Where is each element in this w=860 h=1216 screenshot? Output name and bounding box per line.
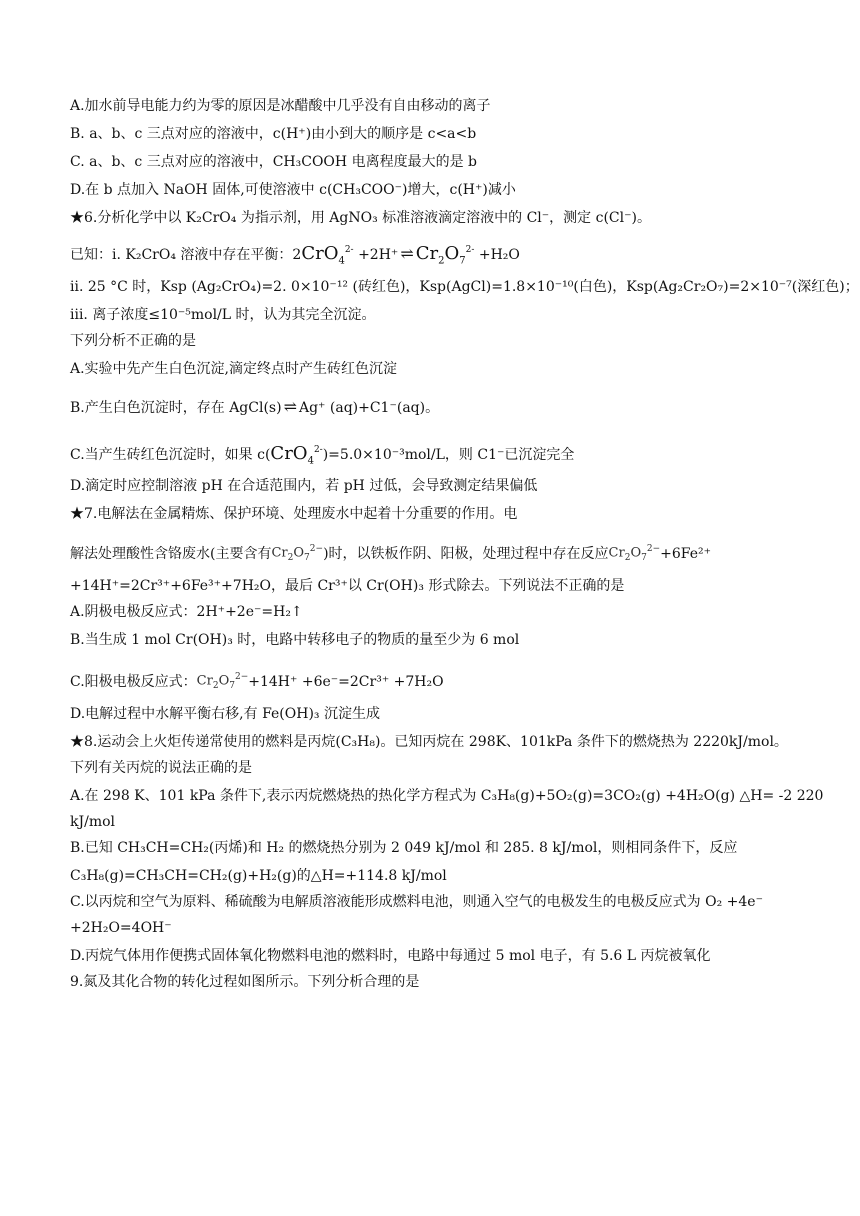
option-b7: B.当生成 1 mol Cr(OH)₃ 时，电路中转移电子的物质的量至少为 6 mol (70, 632, 520, 648)
equilibrium-equation (70, 240, 840, 272)
question-8-title: ★8.运动会上火炬传递常使用的燃料是丙烷(C₃H₈)。已知丙烷在 298K、101kPa 条件下的燃烧热为 2220kJ/mol。 (70, 734, 788, 750)
dichromate-ion: $Cr_2O_7^{2-}$ (415, 243, 475, 267)
text-line: C. a、b、c 三点对应的溶液中，CH₃COOH 电离程度最大的是 b (70, 154, 477, 170)
option-c6: C.当产生砖红色沉淀时，如果 c(CrO$_4^{2-}$)=5.0×10⁻³mol/L，则 C1⁻已沉淀完全 (70, 443, 575, 467)
text-line: kJ/mol (70, 814, 115, 830)
dichromate-ion: $Cr_2O_7^{2-}$ (196, 671, 249, 691)
option-c8: C.以丙烷和空气为原料、稀硫酸为电解质溶液能形成燃料电池，则通入空气的电极发生的电极反应式为 O₂ +4e⁻ (70, 894, 763, 910)
text-line: ⅱ. 25 °C 时，Ksp (Ag₂CrO₄)=2. 0×10⁻¹² (砖红色)，Ksp(AgCl)=1.8×10⁻¹⁰(白色)，Ksp(Ag₂Cr₂O₇)=2×10⁻⁷(深红色)； (70, 279, 859, 295)
question-6-title: ★6.分析化学中以 K₂CrO₄ 为指示剂，用 AgNO₃ 标准溶液滴定溶液中的 Cl⁻，测定 c(Cl⁻)。 (70, 210, 651, 226)
text-line: ⅲ. 离子浓度≤10⁻⁵mol/L 时，认为其完全沉淀。 (70, 307, 376, 323)
equilibrium-arrow: ⇌ (400, 244, 414, 263)
option-d6: D.滴定时应控制溶液 pH 在合适范围内，若 pH 过低，会导致测定结果偏低 (70, 478, 538, 494)
text-line: B. a、b、c 三点对应的溶液中，c(H⁺)由小到大的顺序是 c<a<b (70, 126, 477, 142)
option-a7: A.阴极电极反应式：2H⁺+2e⁻=H₂↑ (70, 604, 303, 620)
option-b6: B.产生白色沉淀时，存在 AgCl(s) ⇌ Ag⁺ (aq)+C1⁻(aq)。 (70, 397, 440, 416)
question-9-title: 9.氮及其化合物的转化过程如图所示。下列分析合理的是 (70, 974, 420, 990)
dichromate-ion: $Cr_2O_7^{2-}$ (271, 543, 324, 563)
text-line: +14H⁺=2Cr³⁺+6Fe³⁺+7H₂O，最后 Cr³⁺以 Cr(OH)₃ 形式除去。下列说法不正确的是 (70, 578, 625, 594)
option-d7: D.电解过程中水解平衡右移,有 Fe(OH)₃ 沉淀生成 (70, 706, 380, 722)
chromate-ion: CrO$_4^{2-}$ (301, 243, 354, 267)
eq-mid: +2H⁺ (358, 247, 399, 263)
option-b8: B.已知 CH₃CH=CH₂(丙烯)和 H₂ 的燃烧热分别为 2 049 kJ/mol 和 285. 8 kJ/mol，则相同条件下，反应 (70, 840, 738, 856)
option-c7: C.阳极电极反应式：$Cr_2O_7^{2-}+14H^+ +6e^-=2Cr^{3+} +7H_2O$ (70, 672, 840, 702)
text-line: 下列有关丙烷的说法正确的是 (70, 760, 252, 776)
option-a8: A.在 298 K、101 kPa 条件下,表示丙烷燃烧热的热化学方程式为 C₃H₈(g)+5O₂(g)=3CO₂(g) +4H₂O(g) △H= -2 220 (70, 788, 824, 804)
text-line: D.在 b 点加入 NaOH 固体,可使溶液中 c(CH₃COO⁻)增大，c(H⁺)减小 (70, 182, 516, 198)
dichromate-ion: $Cr_2O_7^{2-}$ (608, 543, 661, 563)
text-line: +2H₂O=4OH⁻ (70, 920, 172, 936)
question-7-title: ★7.电解法在金属精炼、保护环境、处理废水中起着十分重要的作用。电 (70, 506, 518, 522)
equilibrium-arrow: ⇌ (283, 397, 297, 416)
eq-suffix: +H₂O (478, 247, 520, 263)
eq-prefix: 已知：ⅰ. K₂CrO₄ 溶液中存在平衡：2 (70, 247, 302, 263)
text-line: A.加水前导电能力约为零的原因是冰醋酸中几乎没有自由移动的离子 (70, 98, 491, 114)
chromate-ion: CrO$_4^{2-}$ (270, 443, 323, 467)
text-line: C₃H₈(g)=CH₃CH=CH₂(g)+H₂(g)的△H=+114.8 kJ/mol (70, 868, 447, 884)
option-a6: A.实验中先产生白色沉淀,滴定终点时产生砖红色沉淀 (70, 361, 398, 377)
question-7-line2: 解法处理酸性含铬废水(主要含有$Cr_2O_7^{2-}$)时，以铁板作阴、阳极，处理过程中存在反应$Cr_2O_7^{2-}+6Fe^{2+}$ (70, 544, 840, 574)
option-d8: D.丙烷气体用作便携式固体氧化物燃料电池的燃料时，电路中每通过 5 mol 电子，有 5.6 L 丙烷被氧化 (70, 948, 711, 964)
text-line: 下列分析不正确的是 (70, 333, 196, 349)
